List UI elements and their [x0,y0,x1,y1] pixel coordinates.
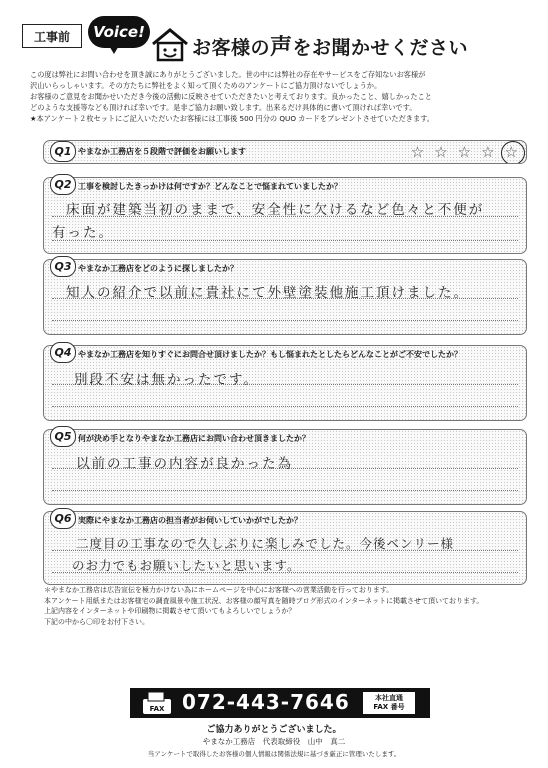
intro-line: 沢山いらっしゃいます。その方たちに弊社をよく知って頂くためのアンケートにご協力頂けないでしょうか。 [30,81,382,90]
handwritten-answer: 以前の工事の内容が良かった為 [76,456,293,472]
question-box-q1 [43,140,527,164]
question-box-q6 [43,511,527,585]
title-part2: をお聞かせください [292,37,469,59]
footer-notes [44,585,524,627]
intro-line: この度は弊社にお問い合わせを頂き誠にありがとうございました。世の中には弊社の存在やサービスをご存知ないお客様が [30,70,426,79]
question-number: Q2 [50,174,76,195]
star-icon[interactable]: ☆ [457,143,472,161]
house-icon [150,26,190,62]
fax-label-line: FAX 番号 [373,703,405,711]
privacy-notice: 当アンケートで取得したお客様の個人情報は関係法規に基づき厳正に管理いたします。 [147,750,401,758]
stage-tag: 工事前 [22,24,82,48]
svg-text:FAX: FAX [149,705,165,713]
question-number: Q3 [50,256,76,277]
question-box-q2 [43,177,527,254]
star-icon[interactable]: ☆ [434,143,448,161]
question-text: やまなか工務店を知りすぐにお問合せ頂けましたか？もし悩まれたとしたらどんなことがご不安でしたか？ [78,350,462,359]
question-box-q3 [43,259,527,335]
voice-bubble-tail [108,44,120,54]
handwritten-answer: のお力でもお願いしたいと思います。 [72,558,301,573]
ruled-line [52,240,518,241]
title-big: 声 [270,35,293,60]
ruled-line [52,490,518,491]
intro-line: ★本アンケート２枚セットにご記入いただいたお客様には工事後 500 円分の QUO カードをプレゼントさせていただきます。 [30,114,434,123]
question-box-q4 [43,345,527,421]
ruled-line [52,406,518,407]
title-part1: お客様の [192,37,271,59]
question-number: Q6 [50,508,76,529]
star-icon-selected[interactable]: ☆ [504,143,518,161]
handwritten-answer: 二度目の工事なので久しぶりに楽しみでした。今後ベンリー様 [76,536,455,551]
fax-number: 072-443-7646 [182,690,350,714]
fax-label [363,692,415,714]
handwritten-answer: 別段不安は無かったです。 [74,372,259,388]
footer-note: 上記内容をインターネットや印刷物に掲載させて頂いてもよろしいでしょうか？ [44,607,296,615]
question-number: Q4 [50,342,76,363]
thanks-message: ご協力ありがとうございました。 [206,725,342,735]
question-text: 実際にやまなか工務店の担当者がお伺いしていかがでしたか？ [78,516,302,525]
voice-bubble: Voice! [88,16,150,48]
handwritten-answer: 知人の紹介で以前に貴社にて外壁塗装他施工頂けました。 [66,285,469,301]
question-number: Q5 [50,426,76,447]
question-text: 何が決め手となりやまなか工務店にお問い合わせ頂きましたか？ [78,434,310,443]
question-box-q5 [43,429,527,505]
question-number: Q1 [50,141,76,162]
ruled-line [52,320,518,321]
handwritten-answer: 床面が建築当初のままで、安全性に欠けるなど色々と不便が [66,202,485,218]
footer-note: ＊やまなか工務店は広告宣伝を極力かけない為にホームページを中心にお客様への営業活動を行っております。 [44,586,394,594]
fax-icon [142,691,172,715]
intro-line: どのような支援等なども頂ければ幸いです。是非ご協力お願い致します。出来るだけ具体的に書いて頂ければ幸いです。 [30,103,417,112]
fax-bar [130,688,430,718]
footer-note: 本アンケート用紙またはお客様宅の調査風景や施工状況、お客様の顔写真を随時ブログ形式のインターネットに掲載させて頂いております。 [44,596,484,605]
star-icon[interactable]: ☆ [410,143,425,161]
footer-note: 下記の中から〇印をお付下さい。 [44,617,149,626]
company-signature: やまなか工務店 代表取締役 山中 真二 [202,737,346,746]
intro-text [30,69,530,124]
star-icon[interactable]: ☆ [481,143,495,161]
question-text: やまなか工務店を５段階で評価をお願いします [78,147,246,156]
question-text: 工事を検討したきっかけは何ですか？どんなことで悩まれていましたか？ [78,182,342,191]
rating-stars [411,142,518,162]
intro-line: お客様のご意見をお聞かせいただき今後の活動に反映させていただきたいと考えております。良かったこと、嬉しかったこと [30,92,432,101]
page-title [192,30,468,61]
handwritten-answer: 有った。 [52,225,114,241]
question-text: やまなか工務店をどのように探しましたか？ [78,264,238,273]
fax-label-line: 本社直通 [375,694,403,702]
